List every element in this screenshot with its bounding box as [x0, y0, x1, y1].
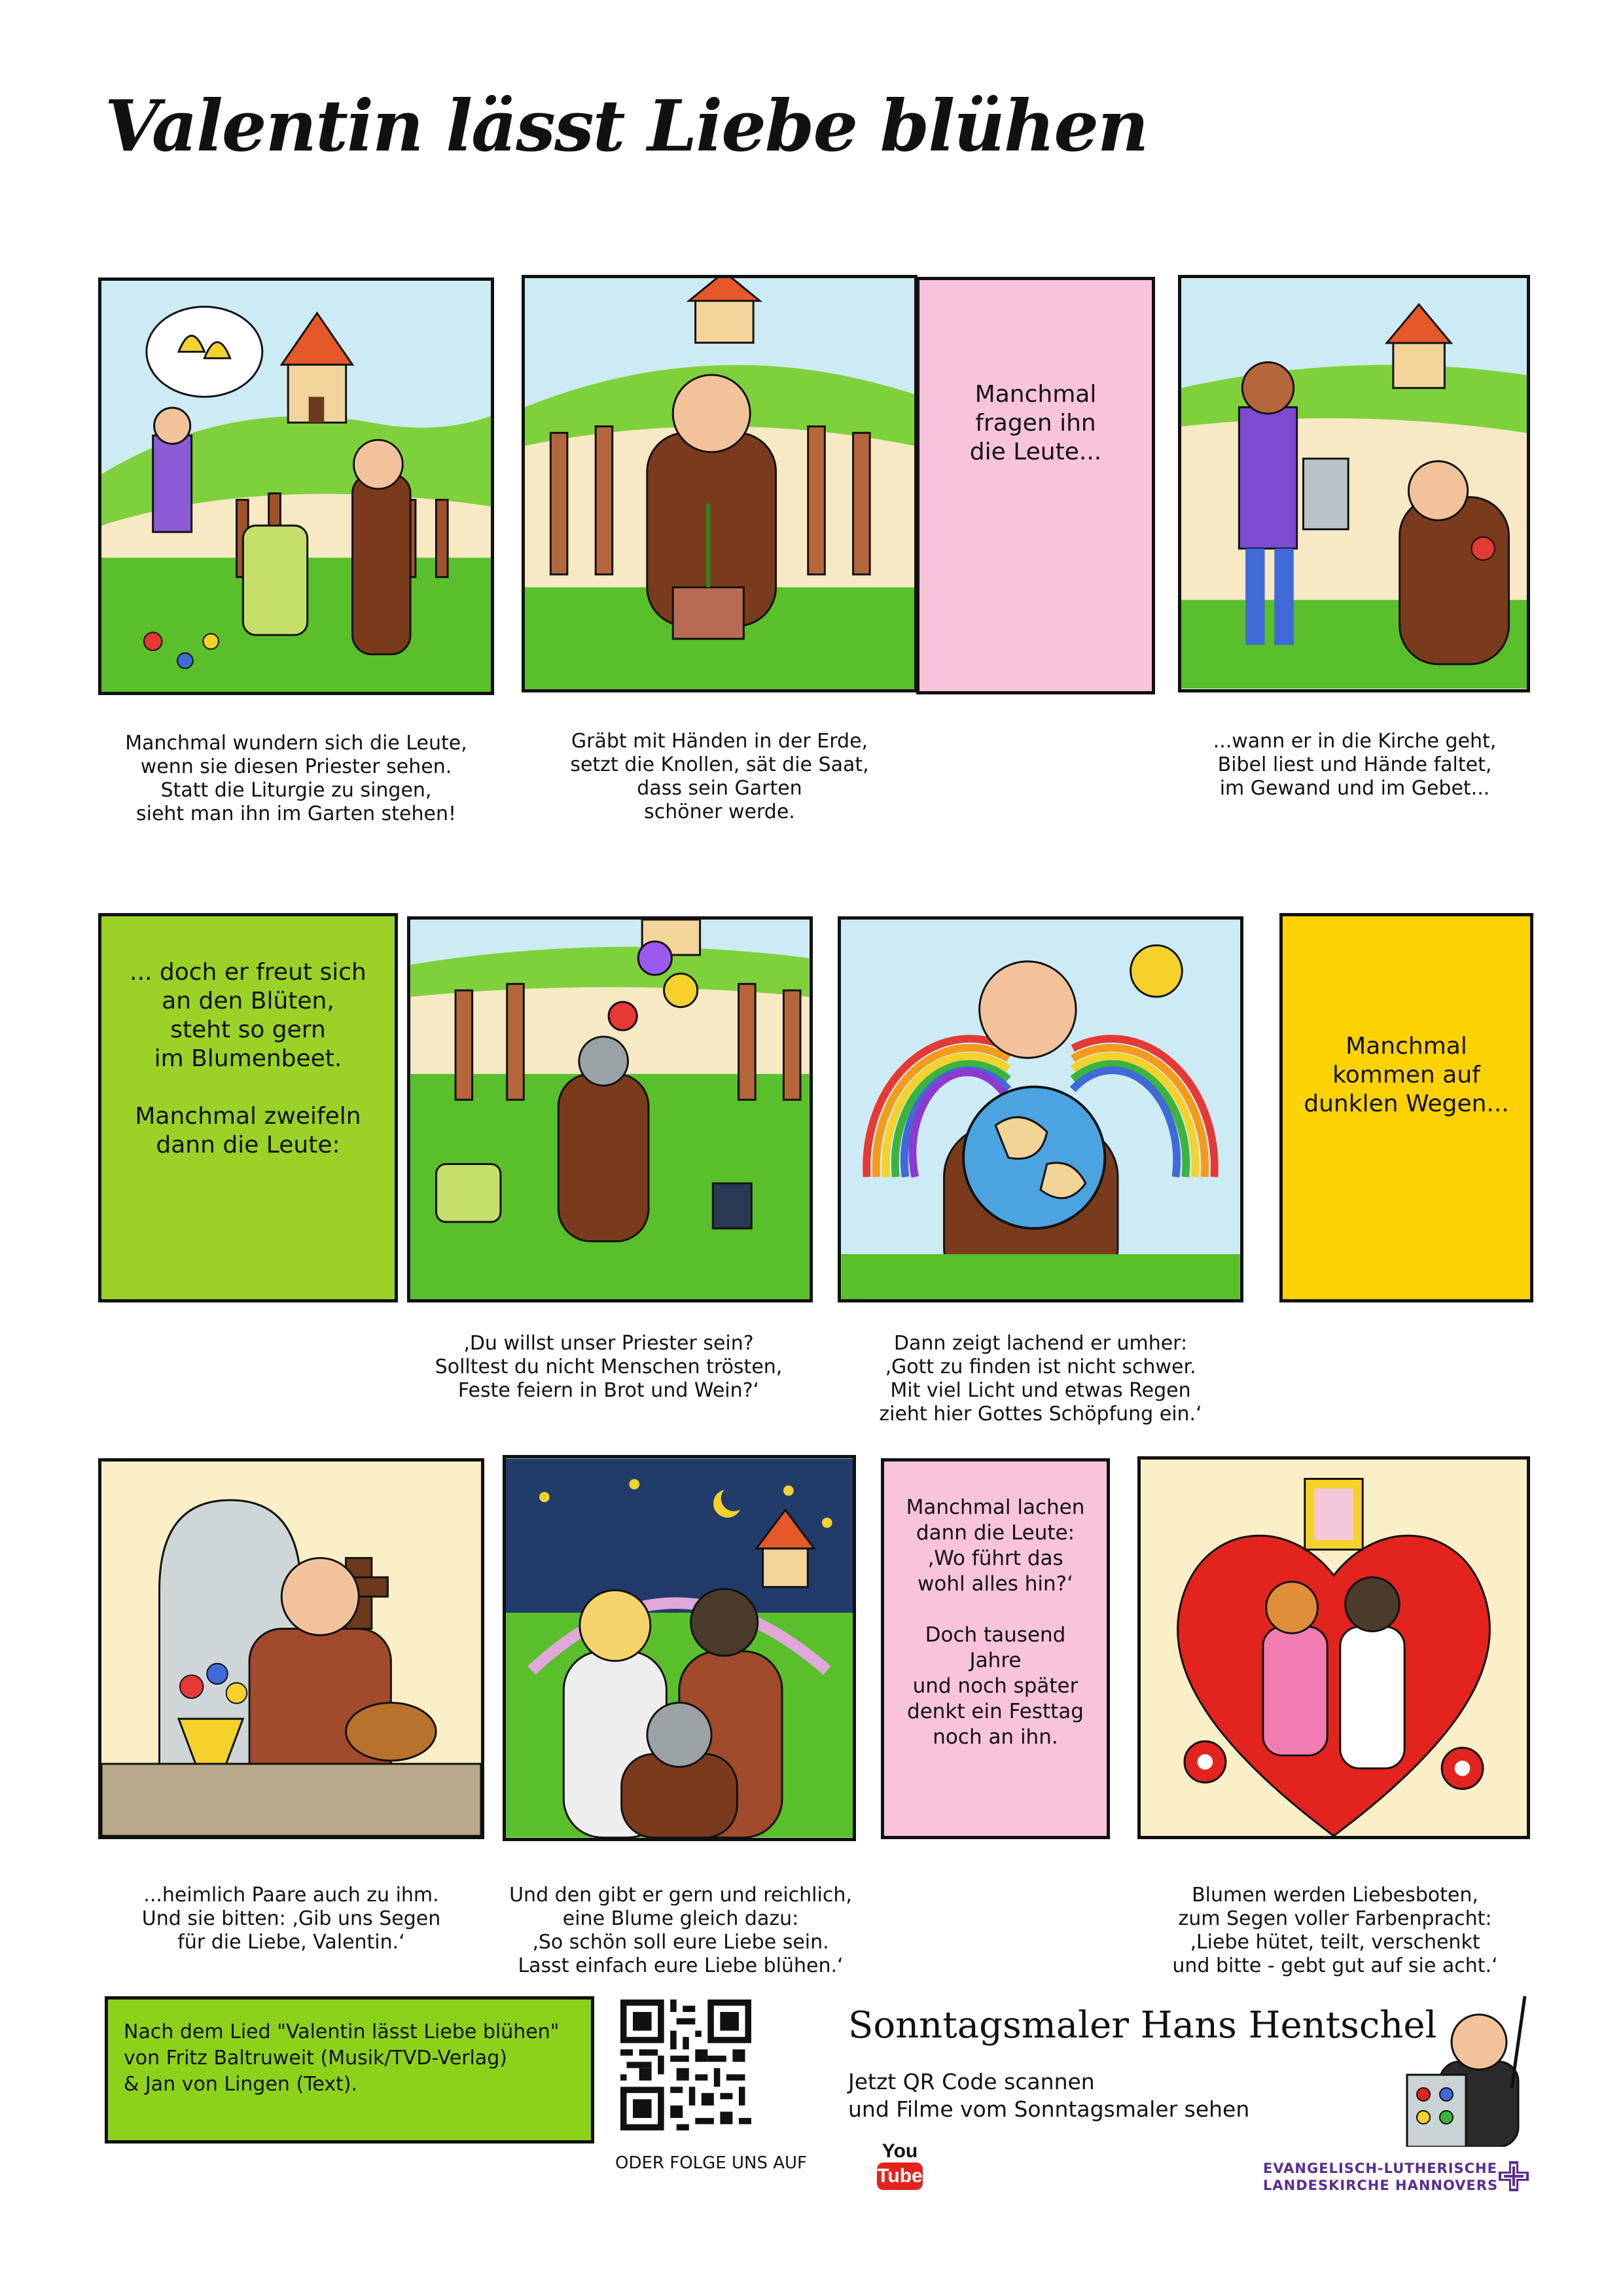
qr-code[interactable] — [620, 2000, 751, 2130]
caption-panel-7: Dann zeigt lachend er umher: ‚Gott zu finden ist nicht schwer. Mit viel Licht und etwas Regen zieht hier Gottes Schöpfung ein.‘ — [879, 1332, 1202, 1426]
illustration-couple-blessing — [506, 1458, 853, 1838]
painter-name: Sonntagsmaler Hans Hentschel — [848, 2004, 1437, 2047]
text-panel-11 — [881, 1458, 1110, 1839]
comic-panel-planting — [522, 275, 918, 692]
comic-panel-flowerbed — [407, 916, 813, 1302]
caption-panel-10: Und den gibt er gern und reichlich, eine Blume gleich dazu: ‚So schön soll eure Liebe sein. Lasst einfach eure Liebe blühen.‘ — [509, 1884, 852, 1977]
caption-panel-9: ...heimlich Paare auch zu ihm. Und sie bitten: ‚Gib uns Segen für die Liebe, Valentin.‘ — [141, 1884, 441, 1954]
comic-panel-altar — [98, 1458, 484, 1839]
illustration-flowerbed — [410, 920, 810, 1299]
painter-subtitle: Jetzt QR Code scannen und Filme vom Sonntagsmaler sehen — [848, 2069, 1250, 2122]
panel-3-text: Manchmal fragen ihn die Leute... — [969, 381, 1102, 465]
caption-panel-6: ‚Du willst unser Priester sein? Solltest du nicht Menschen trösten, Feste feiern in Brot und Wein?‘ — [435, 1332, 783, 1402]
follow-label: ODER FOLGE UNS AUF — [615, 2153, 808, 2173]
youtube-icon[interactable] — [877, 2140, 923, 2195]
illustration-globe-rainbow — [841, 920, 1240, 1299]
caption-panel-1: Manchmal wundern sich die Leute, wenn sie diesen Priester sehen. Statt die Liturgie zu singen, sieht man ihn im Garten stehen! — [125, 732, 467, 825]
comic-panel-church-question — [1178, 275, 1530, 692]
painter-illustration — [1394, 1990, 1551, 2147]
text-panel-5 — [98, 913, 398, 1302]
illustration-altar — [101, 1462, 481, 1836]
credit-box: Nach dem Lied "Valentin lässt Liebe blühen" von Fritz Baltruweit (Musik/TVD-Verlag) & Jan von Lingen (Text). — [105, 1996, 594, 2144]
text-panel-8 — [1279, 913, 1533, 1302]
panel-11-text: Manchmal lachen dann die Leute: ‚Wo führt das wohl alles hin?‘ Doch tausend Jahre und noch später denkt ein Festtag noch an ihn. — [906, 1496, 1085, 1749]
illustration-church-question — [1181, 278, 1527, 689]
comic-panel-couple-blessing — [503, 1455, 856, 1841]
page-title: Valentin lässt Liebe blühen — [105, 85, 1148, 168]
caption-panel-2: Gräbt mit Händen in der Erde, setzt die Knollen, sät die Saat, dass sein Garten schöner werde. — [570, 730, 869, 823]
panel-8-text: Manchmal kommen auf dunklen Wegen... — [1304, 1032, 1509, 1117]
church-logo-text: EVANGELISCH-LUTHERISCHE LANDESKIRCHE HANNOVERS — [1263, 2161, 1499, 2193]
comic-panel-garden-watering — [98, 278, 494, 695]
illustration-planting — [525, 278, 914, 689]
caption-panel-12: Blumen werden Liebesboten, zum Segen voller Farbenpracht: ‚Liebe hütet, teilt, verschenkt und bitte - gebt gut auf sie acht.‘ — [1172, 1884, 1498, 1977]
caption-panel-4: ...wann er in die Kirche geht, Bibel liest und Hände faltet, im Gewand und im Gebet... — [1213, 730, 1497, 800]
youtube-you: You — [882, 2140, 918, 2162]
text-panel-3 — [916, 277, 1155, 694]
comic-panel-globe — [838, 916, 1243, 1302]
comic-panel-heart-couple — [1137, 1456, 1530, 1839]
panel-5-text: ... doch er freut sich an den Blüten, steht so gern im Blumenbeet. Manchmal zweifeln dann die Leute: — [130, 958, 366, 1158]
church-cross-icon — [1499, 2161, 1529, 2191]
youtube-tube: Tube — [877, 2162, 923, 2190]
illustration-heart-couple — [1141, 1460, 1527, 1836]
illustration-garden-watering — [101, 281, 491, 692]
